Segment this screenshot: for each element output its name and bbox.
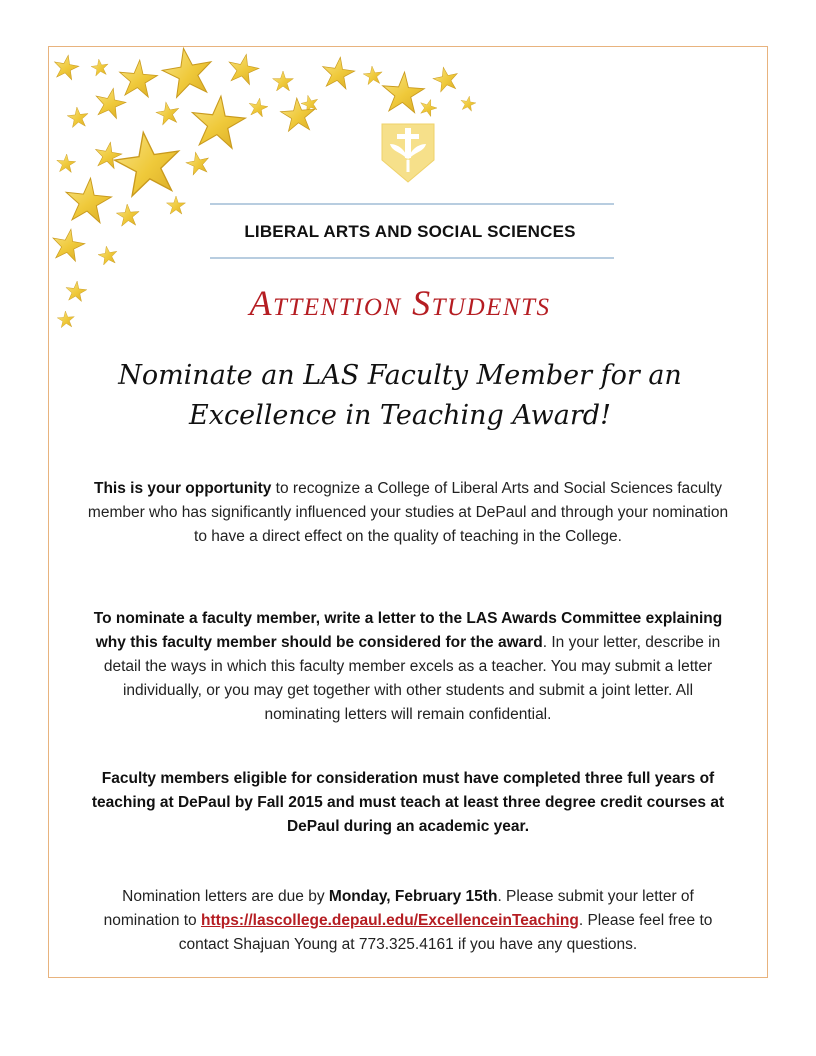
top-rule [210,203,614,205]
deadline-paragraph [84,885,732,957]
eligibility-paragraph: Faculty members eligible for consideration must have completed three full years of teaching at DePaul by Fall 2015 and must teach at least three degree credit courses at DePaul during an academic year. [91,770,725,835]
intro-paragraph [84,477,732,549]
star-icon [111,128,184,198]
attention-heading: Attention Students [249,283,551,323]
nomination-bold: To nominate a faculty member, write a letter to the LAS Awards Committee explaining why this faculty member should be considered for the award [93,610,723,651]
star-icon [97,245,119,266]
nomination-link[interactable]: https://lascollege.depaul.edu/ExcellenceinTeaching [200,912,579,929]
star-icon [90,58,109,77]
star-icon [92,85,128,120]
nomination-text: . In your letter, describe in detail the ways in which this faculty member excels as a teacher. You may submit a letter individually, or you may get together with other students and submit a joint letter. All nominating letters will remain confidential. [103,634,721,723]
star-icon [116,203,140,226]
nomination-paragraph [84,607,732,727]
bottom-rule [210,257,614,259]
star-icon [52,53,80,80]
college-name: LIBERAL ARTS AND SOCIAL SCIENCES [244,222,576,241]
intro-bold: This is your opportunity [93,480,272,497]
star-icon [56,153,76,172]
deadline-date: Monday, February 15th [328,888,498,905]
star-icon [66,106,89,128]
star-icon [320,55,356,90]
star-icon [166,196,185,214]
star-icon [189,93,247,149]
headline [90,356,710,436]
star-icon [57,310,75,327]
star-icon [118,58,159,97]
star-icon [431,65,460,93]
deadline-post: . Please feel free to contact Shajuan Young at 773.325.4161 if you have any questions. [178,912,713,953]
headline-line-2: Excellence in Teaching Award! [189,400,611,431]
star-icon [50,226,87,262]
star-icon [418,97,439,118]
headline-line-1: Nominate an LAS Faculty Member for an [118,360,682,391]
star-icon [155,100,181,125]
star-icon [225,51,261,86]
deadline-pre: Nomination letters are due by [122,888,329,905]
star-icon [63,176,113,224]
star-icon [159,46,216,99]
star-icon [381,71,426,114]
star-icon [362,65,383,85]
star-icon [459,95,476,112]
star-icon [93,140,124,170]
intro-text: to recognize a College of Liberal Arts and Social Sciences faculty member who has significantly influenced your studies at DePaul and through your nomination to have a direct effect on the quality of teaching in the College. [87,480,729,545]
star-icon [247,97,269,118]
star-icon [65,280,88,302]
star-icon [184,150,211,176]
star-icon [273,71,294,91]
deadline-mid: . Please submit your letter of nomination to [103,888,694,929]
depaul-shield-logo [378,120,438,186]
